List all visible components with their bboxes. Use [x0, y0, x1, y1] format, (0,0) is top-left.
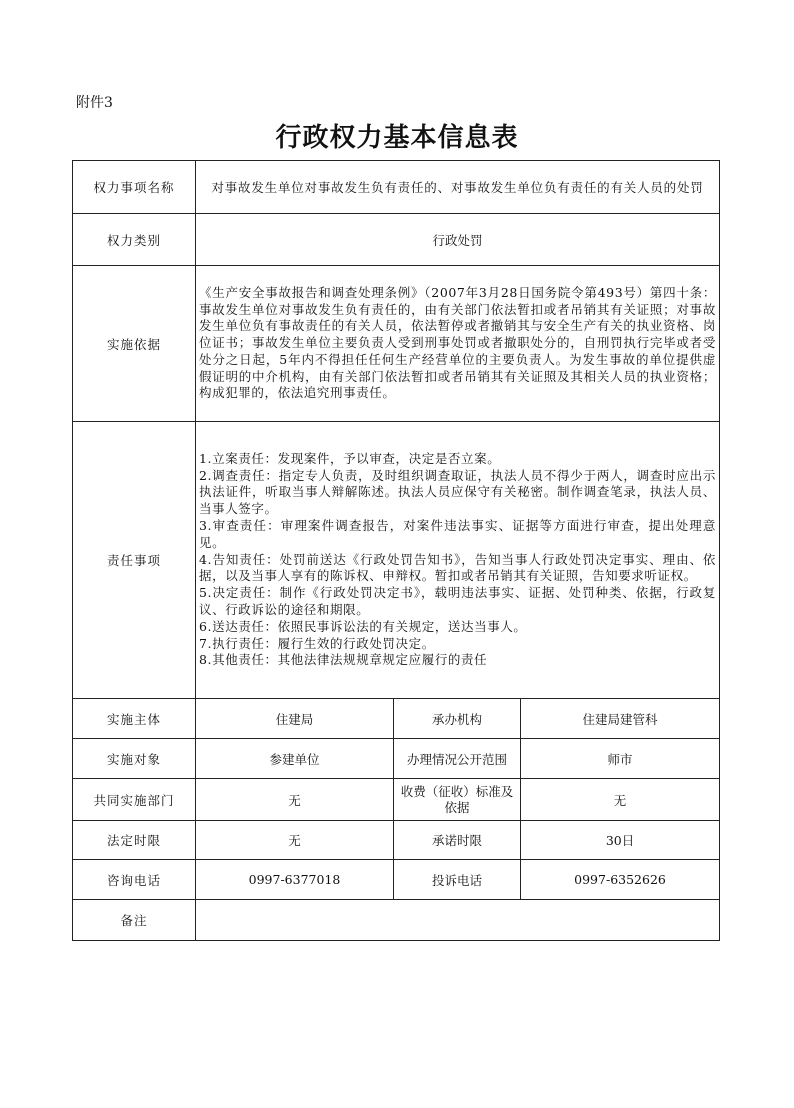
duties-list — [196, 422, 720, 699]
basis-label: 实施依据 — [73, 266, 196, 422]
promise-limit-value: 30日 — [521, 821, 720, 860]
duty-item: 5.决定责任：制作《行政处罚决定书》，载明违法事实、证据、处罚种类、依据，行政复议、行政诉讼的途径和期限。 — [199, 585, 717, 617]
fee-label: 收费（征收）标准及依据 — [394, 779, 521, 821]
duty-item: 4.告知责任：处罚前送达《行政处罚告知书》，告知当事人行政处罚决定事实、理由、依据，以及当事人享有的陈诉权、申辩权。暂扣或者吊销其有关证照，告知要求听证权。 — [199, 551, 717, 584]
subject-value: 住建局 — [196, 699, 394, 739]
page-title: 行政权力基本信息表 — [275, 123, 519, 153]
inquiry-phone-label: 咨询电话 — [73, 860, 196, 900]
inquiry-phone-value: 0997-6377018 — [196, 860, 394, 900]
promise-limit-label: 承诺时限 — [394, 821, 521, 860]
info-table — [72, 160, 720, 941]
fee-value: 无 — [521, 779, 720, 821]
table-row — [73, 739, 720, 779]
disclosure-value: 师市 — [521, 739, 720, 779]
duty-item: 6.送达责任：依照民事诉讼法的有关规定，送达当事人。 — [199, 618, 527, 634]
table-row — [73, 266, 720, 422]
table-row — [73, 779, 720, 821]
table-row — [73, 900, 720, 941]
remark-label: 备注 — [73, 900, 196, 941]
subject-label: 实施主体 — [73, 699, 196, 739]
target-label: 实施对象 — [73, 739, 196, 779]
duty-item: 3.审查责任：审理案件调查报告，对案件违法事实、证据等方面进行审查，提出处理意见。 — [199, 518, 717, 550]
agency-value: 住建局建管科 — [521, 699, 720, 739]
name-value: 对事故发生单位对事故发生负有责任的、对事故发生单位负有责任的有关人员的处罚 — [196, 161, 720, 214]
duty-item: 2.调查责任：指定专人负责，及时组织调查取证，执法人员不得少于两人，调查时应出示执法证件，听取当事人辩解陈述。执法人员应保守有关秘密。制作调查笔录，执法人员、当事人签字。 — [199, 467, 717, 517]
duty-item: 7.执行责任：履行生效的行政处罚决定。 — [199, 635, 435, 651]
duty-item: 8.其他责任：其他法律法规规章规定应履行的责任 — [199, 652, 488, 668]
duties-label: 责任事项 — [73, 422, 196, 699]
attachment-label: 附件3 — [76, 95, 113, 111]
legal-limit-label: 法定时限 — [73, 821, 196, 860]
table-row — [73, 860, 720, 900]
target-value: 参建单位 — [196, 739, 394, 779]
table-row — [73, 699, 720, 739]
complaint-phone-label: 投诉电话 — [394, 860, 521, 900]
joint-value: 无 — [196, 779, 394, 821]
table-row — [73, 422, 720, 699]
duty-item: 1.立案责任：发现案件，予以审查，决定是否立案。 — [199, 450, 501, 466]
name-label: 权力事项名称 — [73, 161, 196, 214]
remark-value — [196, 900, 720, 941]
category-label: 权力类别 — [73, 214, 196, 266]
table-row — [73, 214, 720, 266]
joint-label: 共同实施部门 — [73, 779, 196, 821]
complaint-phone-value: 0997-6352626 — [521, 860, 720, 900]
legal-limit-value: 无 — [196, 821, 394, 860]
disclosure-label: 办理情况公开范围 — [394, 739, 521, 779]
category-value: 行政处罚 — [196, 214, 720, 266]
agency-label: 承办机构 — [394, 699, 521, 739]
table-row — [73, 821, 720, 860]
basis-value: 《生产安全事故报告和调查处理条例》（2007年3月28日国务院令第493号）第四十条：事故发生单位对事故发生负有责任的，由有关部门依法暂扣或者吊销其有关证照；对事故发生单位负有事故责任的有关人员，依法暂停或者撤销其与安全生产有关的执业资格、岗位证书；事故发生单位主要负责人受到刑事处罚或者撤职处分的，自刑罚执行完毕或者受处分之日起，5年内不得担任任何生产经营单位的主要负责人。为发生事故的单位提供虚假证明的中介机构，由有关部门依法暂扣或者吊销其有关证照及其相关人员的执业资格；构成犯罪的，依法追究刑事责任。 — [196, 266, 720, 422]
table-row — [73, 161, 720, 214]
